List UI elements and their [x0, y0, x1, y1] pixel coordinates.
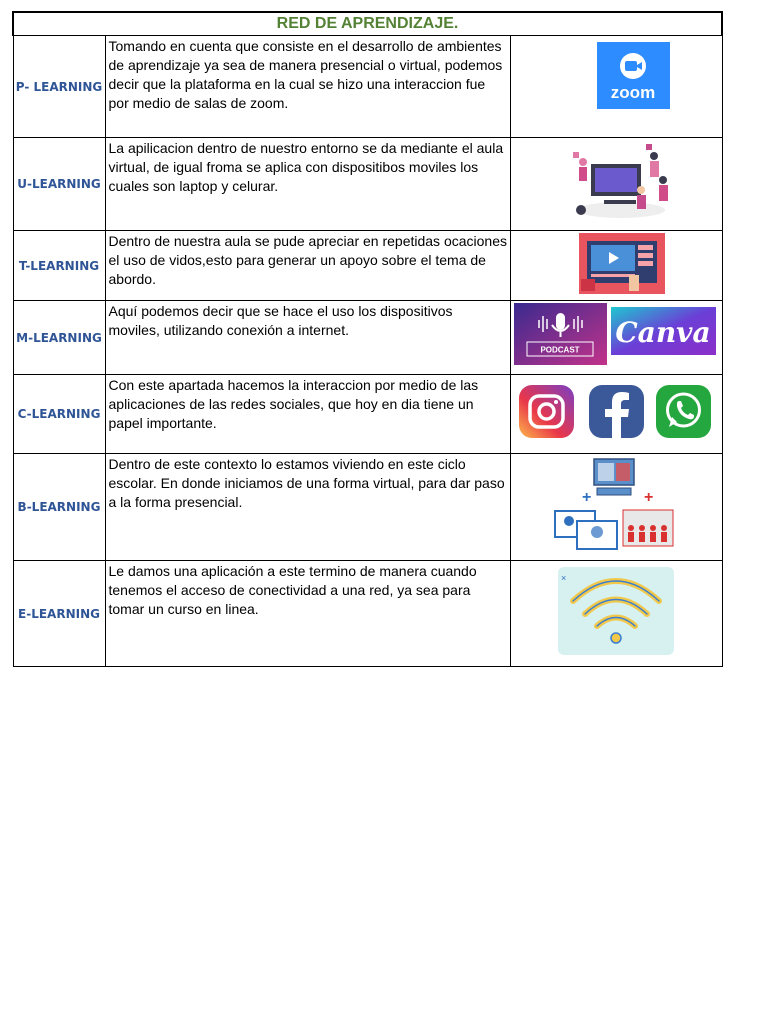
row-label: B-LEARNING [13, 454, 105, 561]
row-description: Con este apartada hacemos la interaccion por medio de las aplicaciones de las redes sociales, que hoy en dia tiene un papel importante. [105, 375, 510, 454]
whatsapp-icon [656, 385, 711, 438]
svg-text:+: + [643, 489, 653, 506]
instagram-icon [519, 385, 574, 438]
row-label: C-LEARNING [13, 375, 105, 454]
facebook-icon [589, 385, 644, 438]
social-media-icons [511, 375, 723, 454]
row-label: P- LEARNING [13, 36, 105, 138]
row-label: T-LEARNING [13, 231, 105, 301]
row-description: La apilicacion dentro de nuestro entorno se da mediante el aula virtual, de igual froma se aplica con dispositibos moviles los cuales son laptop y celurar. [105, 138, 510, 231]
row-image-cell [510, 301, 722, 375]
row-label: E-LEARNING [13, 561, 105, 667]
table-title: RED DE APRENDIZAJE. [13, 12, 722, 36]
svg-text:+: + [581, 489, 591, 506]
title-row [13, 12, 722, 36]
row-image-cell [510, 138, 722, 231]
row-image-cell [510, 561, 722, 667]
row-label: U-LEARNING [13, 138, 105, 231]
table-row [13, 375, 722, 454]
zoom-logo-text: zoom [610, 83, 655, 102]
row-description: Le damos una aplicación a este termino de manera cuando tenemos el acceso de conectividad a una red, ya sea para tomar un curso en linea. [105, 561, 510, 667]
row-image-cell [510, 231, 722, 301]
svg-text:×: × [560, 573, 566, 583]
virtual-classroom-icon [511, 138, 723, 231]
blended-learning-icon [511, 454, 723, 561]
wifi-icon [511, 561, 723, 667]
row-description: Dentro de nuestra aula se pude apreciar en repetidas ocaciones el uso de vidos,esto para generar un apoyo sobre el tema de abordo. [105, 231, 510, 301]
row-image-cell [510, 36, 722, 138]
table-row [13, 561, 722, 667]
row-label: M-LEARNING [13, 301, 105, 375]
row-description: Tomando en cuenta que consiste en el desarrollo de ambientes de aprendizaje ya sea de manera presencial o virtual, podemos decir que la plataforma en la cual se hizo una interaccion fue por medio de salas de zoom. [105, 36, 510, 138]
table-row [13, 454, 722, 561]
row-image-cell [510, 375, 722, 454]
learning-network-table-wrapper [12, 11, 721, 667]
table-row [13, 231, 722, 301]
row-image-cell [510, 454, 722, 561]
table-row [13, 36, 722, 138]
row-description: Dentro de este contexto lo estamos viviendo en este ciclo escolar. En donde iniciamos de una forma virtual, para dar paso a la forma presencial. [105, 454, 510, 561]
podcast-logo-text: PODCAST [539, 345, 580, 355]
table-row [13, 301, 722, 375]
row-description: Aquí podemos decir que se hace el uso los dispositivos moviles, utilizando conexión a internet. [105, 301, 510, 375]
video-platform-icon [511, 231, 723, 301]
canva-logo-text: Canva [614, 316, 711, 349]
zoom-logo-icon [511, 36, 723, 138]
podcast-and-canva-icon [511, 301, 723, 375]
learning-network-table [12, 11, 723, 667]
table-row [13, 138, 722, 231]
